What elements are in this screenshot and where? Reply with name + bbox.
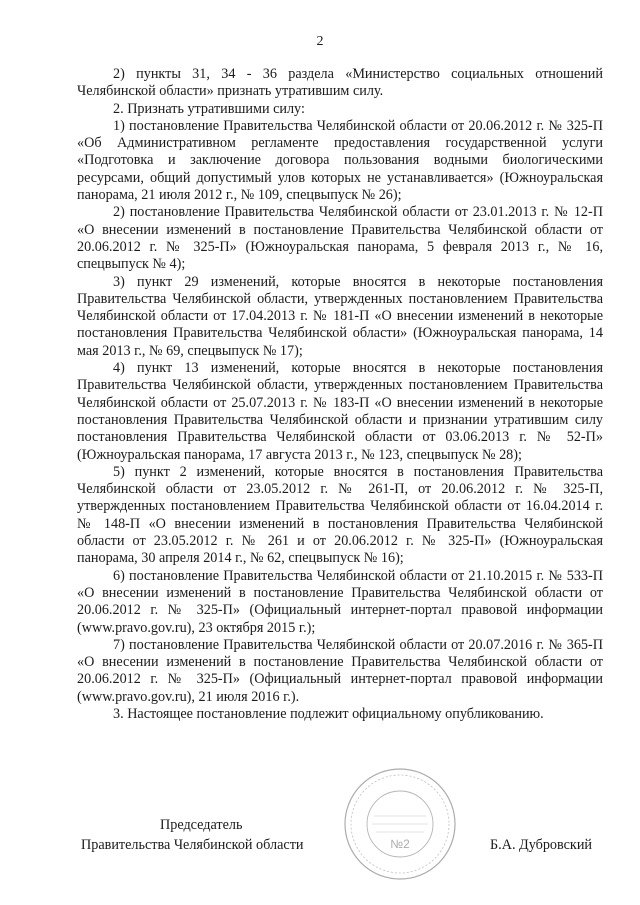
- paragraph: 3) пункт 29 изменений, которые вносятся в некоторые постановления Правительства Челябинской области, утвержденных постановлением Правительства Челябинской области от 17.04.2013 г. № 181-П «О внесении изменений в некоторые постановления Правительства Челябинской области» (Южноуральская панорама, 14 мая 2013 г., № 69, спецвыпуск № 17);: [77, 273, 603, 359]
- paragraph: 7) постановление Правительства Челябинской области от 20.07.2016 г. № 365-П «О внесении изменений в постановление Правительства Челябинской области от 20.06.2012 г. № 325-П» (Официальный интернет-портал правовой информации (www.pravo.gov.ru), 21 июля 2016 г.).: [77, 636, 603, 705]
- paragraph: 1) постановление Правительства Челябинской области от 20.06.2012 г. № 325-П «Об Административном регламенте предоставления государственной услуги «Подготовка и заключение договора пользования водными биологическими ресурсами, общий допустимый улов которых не устанавливается» (Южноуральская панорама, 21 июля 2012 г., № 109, спецвыпуск № 26);: [77, 117, 603, 204]
- paragraph: 3. Настоящее постановление подлежит официальному опубликованию.: [113, 705, 544, 722]
- paragraph: 4) пункт 13 изменений, которые вносятся в некоторые постановления Правительства Челябинской области, утвержденных постановлением Правительства Челябинской области от 25.07.2013 г. № 183-П «О внесении изменений в некоторые постановления Правительства Челябинской области и признании утратившим силу постановления Правительства Челябинской области от 03.06.2013 г. № 52-П» (Южноуральская панорама, 17 августа 2013 г., № 123, спецвыпуск № 28);: [77, 360, 603, 463]
- paragraph: 5) пункт 2 изменений, которые вносятся в постановления Правительства Челябинской области от 23.05.2012 г. № 261-П, от 20.06.2012 г. № 325-П, утвержденных постановлением Правительства Челябинской области от 16.04.2014 г. № 148-П «О внесении изменений в постановления Правительства Челябинской области от 23.05.2012 г. № 261 и от 20.06.2012 г. № 325-П» (Южноуральская панорама, 30 апреля 2014 г., № 62, спецвыпуск № 16);: [77, 463, 603, 567]
- signatory-name: Б.А. Дубровский: [490, 837, 593, 853]
- page-number: 2: [316, 34, 324, 49]
- paragraph: 2. Признать утратившими силу:: [113, 100, 305, 117]
- paragraph: 6) постановление Правительства Челябинской области от 21.10.2015 г. № 533-П «О внесении изменений в постановление Правительства Челябинской области от 20.06.2012 г. № 325-П» (Официальный интернет-портал правовой информации (www.pravo.gov.ru), 23 октября 2015 г.);: [77, 567, 603, 636]
- official-seal-stamp: [342, 766, 458, 882]
- signature-block: [0, 816, 640, 876]
- signatory-title-line2: Правительства Челябинской области: [81, 837, 304, 853]
- paragraph: 2) постановление Правительства Челябинской области от 23.01.2013 г. № 12-П «О внесении изменений в постановление Правительства Челябинской области от 20.06.2012 г. № 325-П» (Южноуральская панорама, 5 февраля 2013 г., № 16, спецвыпуск № 4);: [77, 204, 603, 273]
- document-body: [77, 66, 603, 723]
- paragraph: 2) пункты 31, 34 - 36 раздела «Министерство социальных отношений Челябинской области» признать утратившим силу.: [77, 66, 603, 100]
- svg-text:№2: №2: [390, 837, 410, 851]
- signatory-title-line1: Председатель: [160, 817, 243, 833]
